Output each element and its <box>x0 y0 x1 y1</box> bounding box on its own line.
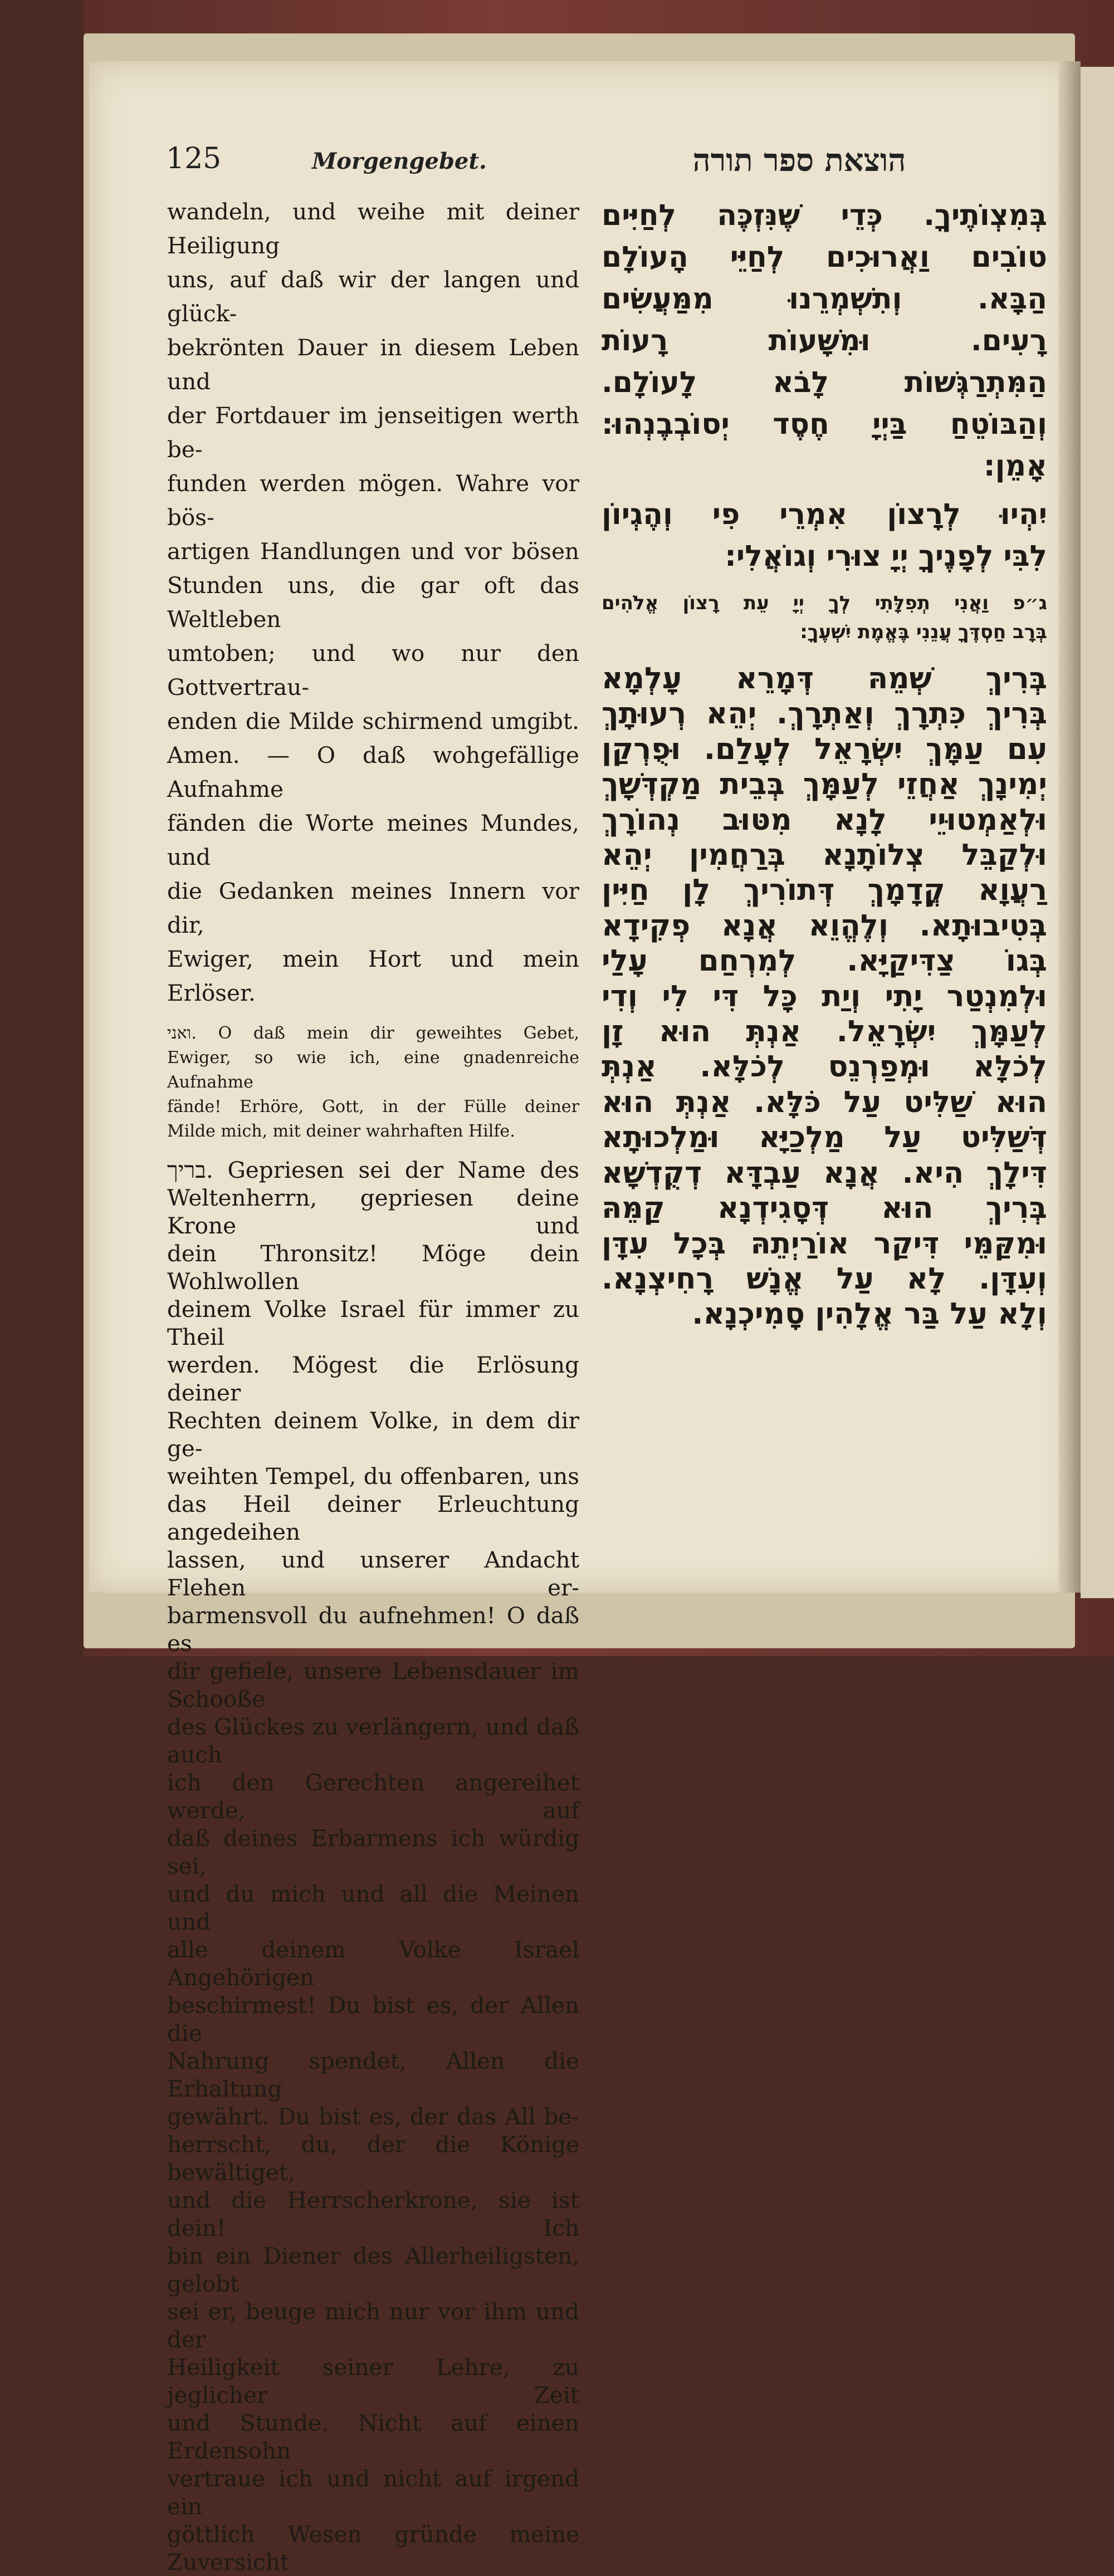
text-line: בריך. Gepriesen sei der Name des <box>167 1157 579 1183</box>
text-line: Weltenherrn, gepriesen deine Krone und <box>167 1184 579 1239</box>
hebrew-line: דְּשַׁלִּיט עַל מַלְכַיָּא וּמַלְכוּתָא <box>602 1120 1047 1155</box>
text-line: wandeln, und weihe mit deiner Heiligung <box>167 198 579 259</box>
german-paragraph-2 <box>167 1156 579 2576</box>
text-line: bin ein Diener des Allerheiligsten, gelobt <box>167 2242 579 2297</box>
text-line: umtoben; und wo nur den Gottvertrau- <box>167 640 579 701</box>
hebrew-line: בְּרִיךְ שְׁמֵהּ דְּמָרֵא עָלְמָא <box>602 662 1047 696</box>
note-line: Milde mich, mit deiner wahrhaften Hilfe. <box>167 1122 515 1141</box>
text-line: artigen Handlungen und vor bösen <box>167 538 579 565</box>
hebrew-line: וְהַבּוֹטֵחַ בַּיְיָ חֶסֶד יְסוֹבְבֶנְהוּ: <box>602 408 1047 441</box>
text-line: Heiligkeit seiner Lehre, zu jeglicher Zeit <box>167 2354 579 2408</box>
hebrew-paragraph-3 <box>602 661 1047 1332</box>
hebrew-line: עִם עַמָּךְ יִשְׂרָאֵל לְעָלַם. וּפֻרְקַן <box>602 732 1047 766</box>
hebrew-paragraph-1 <box>602 195 1047 487</box>
text-line: und die Herrscherkrone, sie ist dein! Ich <box>167 2187 579 2241</box>
running-title-hebrew: הוצאת ספר תורה <box>692 142 906 179</box>
hebrew-line: בְּטִיבוּתָא. וְלֶהֱוֵא אֲנָא פְקִידָא <box>602 908 1047 943</box>
hebrew-line: לְעַמָּךְ יִשְׂרָאֵל. אַנְתְּ הוּא זָן <box>602 1015 1047 1049</box>
note-line: Ewiger, so wie ich, eine gnadenreiche Aufnahme <box>167 1048 579 1092</box>
hebrew-line: לְכֹלָּא וּמְפַרְנֵס לְכֹלָּא. אַנְתְּ <box>602 1050 1047 1084</box>
hebrew-line: לִבִּי לְפָנֶיךָ יְיָ צוּרִי וְגוֹאֲלִי: <box>725 540 1047 573</box>
hebrew-line: אָמֵן: <box>983 449 1047 483</box>
german-note <box>167 1021 579 1144</box>
text-line: und du mich und all die Meinen und <box>167 1880 579 1935</box>
german-paragraph-1 <box>167 195 579 1010</box>
facing-page-edge <box>1081 67 1114 1598</box>
text-line: dir gefiele, unsere Lebensdauer im Schooße <box>167 1658 579 1712</box>
hebrew-column <box>602 195 1047 1332</box>
hebrew-line: וְעִדָּן. לָא עַל אֱנָשׁ רָחִיצְנָא. <box>602 1261 1047 1296</box>
text-line: alle deinem Volke Israel Angehörigen <box>167 1936 579 1991</box>
running-title-german: Morgengebet. <box>312 148 487 174</box>
hebrew-line: בְּרִיךְ כִּתְרָךְ וְאַתְרָךְ. יְהֵא רְעוּתָךְ <box>602 697 1047 731</box>
text-line: daß deines Erbarmens ich würdig sei, <box>167 1825 579 1879</box>
hebrew-line: וּמִקַּמֵּי דִּיקַר אוֹרַיְתֵהּ בְּכָל עִדָּן <box>602 1226 1047 1261</box>
text-line: Stunden uns, die gar oft das Weltleben <box>167 572 579 633</box>
hebrew-line: הַמִּתְרַגְּשׁוֹת לָבֹא לָעוֹלָם. <box>602 366 1047 399</box>
note-line: בְּרָב חַסְדֶּךָ עֲנֵנִי בֶּאֱמֶת יִשְׁעֶךָ: <box>800 621 1047 643</box>
hebrew-line: וּלְמִנְטַר יָתִי וְיַת כָּל דִּי לִי וְדִי <box>602 979 1047 1013</box>
text-line: Rechten deinem Volke, in dem dir ge- <box>167 1407 579 1462</box>
text-line: uns, auf daß wir der langen und glück- <box>167 266 579 327</box>
text-line: funden werden mögen. Wahre vor bös- <box>167 470 579 531</box>
text-line: gewährt. Du bist es, der das All be- <box>167 2103 579 2130</box>
hebrew-paragraph-2 <box>602 494 1047 577</box>
text-line: ich den Gerechten angereihet werde, auf <box>167 1769 579 1824</box>
text-line: Amen. — O daß wohgefällige Aufnahme <box>167 742 579 802</box>
text-line: Ewiger, mein Hort und mein Erlöser. <box>167 946 579 1006</box>
text-line: göttlich Wesen gründe meine Zuversicht <box>167 2521 579 2575</box>
text-line: die Gedanken meines Innern vor dir, <box>167 878 579 938</box>
text-line: deinem Volke Israel für immer zu Theil <box>167 1296 579 1350</box>
text-line: und Stunde. Nicht auf einen Erdensohn <box>167 2410 579 2464</box>
text-line: Nahrung spendet, Allen die Erhaltung <box>167 2048 579 2102</box>
hebrew-line: הַבָּא. וְתִשְׁמְרֵנוּ מִמַּעֲשִׂים <box>602 282 1047 316</box>
text-line: lassen, und unserer Andacht Flehen er- <box>167 1546 579 1601</box>
page-number: 125 <box>166 142 222 175</box>
hebrew-line: יִהְיוּ לְרָצוֹן אִמְרֵי פִי וְהֶגְיוֹן <box>602 498 1047 531</box>
hebrew-note <box>602 589 1047 647</box>
hebrew-line: וּלְאַמְטוּיֵי לָנָא מִטּוּב נְהוֹרָךְ <box>602 802 1047 837</box>
hebrew-line: וְלָא עַל בַּר אֱלָהִין סָמִיכְנָא. <box>692 1297 1047 1331</box>
text-line: vertraue ich und nicht auf irgend ein <box>167 2465 579 2520</box>
text-line: das Heil deiner Erleuchtung angedeihen <box>167 1491 579 1545</box>
hebrew-line: רָעִים. וּמִשָּׁעוֹת רָעוֹת <box>602 324 1047 357</box>
text-line: weihten Tempel, du offenbaren, uns <box>167 1463 579 1490</box>
note-line: fände! Erhöre, Gott, in der Fülle deiner <box>167 1097 579 1116</box>
hebrew-line: יְמִינָךְ אַחֲזֵי לְעַמָּךְ בְּבֵית מַקְדְּשָׁךְ <box>602 767 1047 802</box>
hebrew-line: בְּמִצְוֹתֶיךָ. כְּדֵי שֶׁנִּזְכֶּה לְחַיִּים <box>602 199 1047 232</box>
text-line: herrscht, du, der die Könige bewältiget, <box>167 2131 579 2186</box>
hebrew-line: טוֹבִים וַאֲרוּכִים לְחַיֵּי הָעוֹלָם <box>602 241 1047 274</box>
text-line: dein Thronsitz! Möge dein Wohlwollen <box>167 1240 579 1295</box>
text-line: sei er, beuge mich nur vor ihm und der <box>167 2298 579 2353</box>
hebrew-line: בְּגוֹ צַדִּיקַיָּא. לְמִרְחַם עָלַי <box>602 944 1047 978</box>
note-line: ואני. O daß mein dir geweihtes Gebet, <box>167 1023 579 1043</box>
text-line: enden die Milde schirmend umgibt. <box>167 708 579 734</box>
hebrew-line: בְּרִיךְ הוּא דְּסָגִידְנָא קַמֵּהּ <box>602 1191 1047 1226</box>
text-line: der Fortdauer im jenseitigen werth be- <box>167 402 579 463</box>
text-line: fänden die Worte meines Mundes, und <box>167 810 579 870</box>
german-column <box>167 195 579 2576</box>
hebrew-line: רַעֲוָא קֳדָמָךְ דְּתוֹרִיךְ לָן חַיִּין <box>602 873 1047 908</box>
hebrew-line: דִּילָךְ הִיא. אֲנָא עַבְדָּא דְקֻדְשָׁא <box>602 1155 1047 1190</box>
page-gutter <box>1058 61 1081 1593</box>
text-line: des Glückes zu verlängern, und daß auch <box>167 1713 579 1768</box>
note-line: ג״פ וַאֲנִי תְפִלָּתִי לְךָ יְיָ עֵת רָצוֹן אֱלֹהִים <box>602 592 1047 614</box>
text-line: beschirmest! Du bist es, der Allen die <box>167 1992 579 2046</box>
text-line: werden. Mögest die Erlösung deiner <box>167 1351 579 1406</box>
text-line: bekrönten Dauer in diesem Leben und <box>167 334 579 395</box>
text-line: barmensvoll du aufnehmen! O daß es <box>167 1602 579 1657</box>
hebrew-line: וּלְקַבֵּל צְלוֹתָנָא בְּרַחֲמִין יְהֵא <box>602 838 1047 873</box>
hebrew-line: הוּא שַׁלִּיט עַל כֹּלָּא. אַנְתְּ הוּא <box>602 1085 1047 1119</box>
